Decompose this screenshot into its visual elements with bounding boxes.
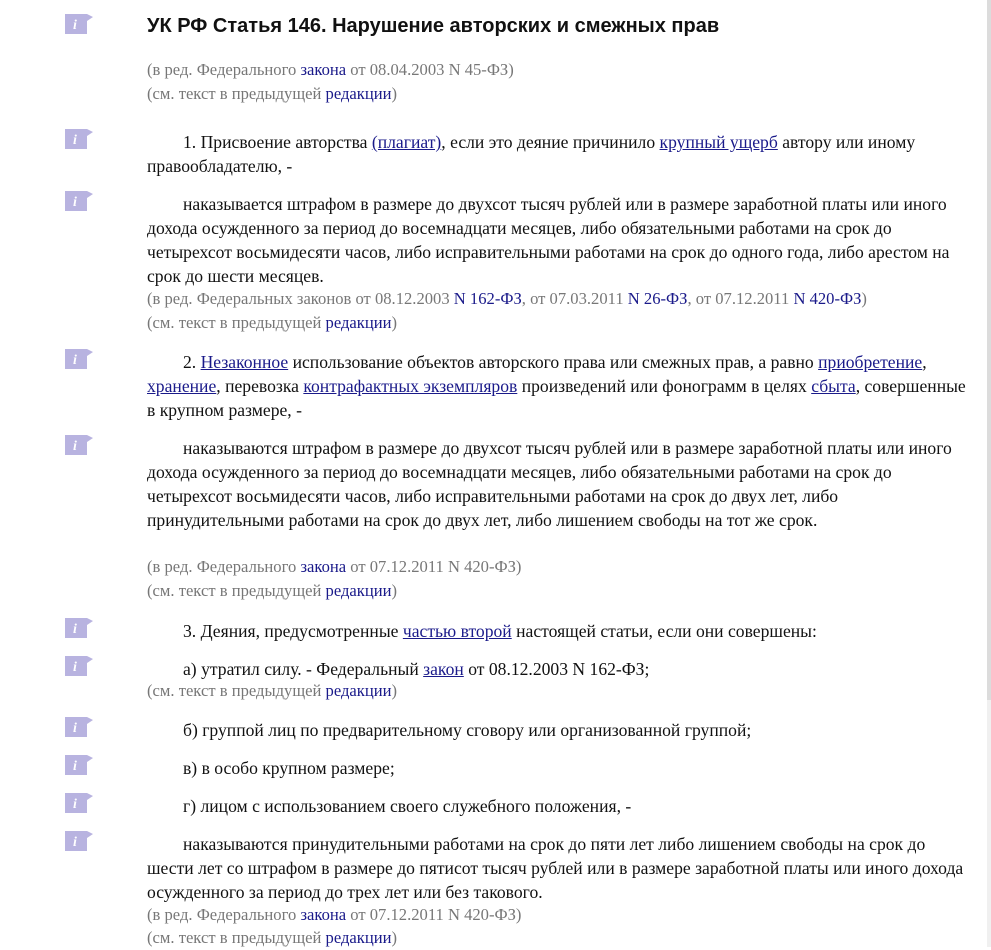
counterfeit-copies-link[interactable]: контрафактных экземпляров: [303, 376, 518, 396]
info-comment-icon[interactable]: [64, 348, 94, 370]
law-link[interactable]: закона: [300, 557, 347, 576]
part-two-link[interactable]: частью второй: [402, 621, 512, 641]
law-link[interactable]: закона: [300, 905, 347, 924]
previous-edition-link[interactable]: редакции: [325, 84, 392, 103]
part-1-paragraph: 1. Присвоение авторства (плагиат), если это деяние причинило крупный ущерб автору или иному правообладателю, -: [147, 132, 916, 176]
law-link[interactable]: закон: [423, 659, 464, 679]
svg-text:i: i: [73, 759, 77, 774]
large-damage-link[interactable]: крупный ущерб: [659, 132, 778, 152]
previous-edition-link[interactable]: редакции: [325, 581, 392, 600]
svg-text:i: i: [73, 797, 77, 812]
previous-edition-link[interactable]: редакции: [325, 928, 392, 947]
info-comment-icon[interactable]: [64, 655, 94, 677]
part-2-penalty: наказываются штрафом в размере до двухсот тысяч рублей или в размере заработной платы или иного дохода осужденного за период до восемнадцати месяцев, либо обязательными работами на срок до четырехсот восьмидесяти часов, либо исправительными работами на срок до двух лет, либо принудительными работами на срок до двух лет, либо лишением свободы на тот же срок.: [147, 438, 952, 530]
info-comment-icon[interactable]: [64, 190, 94, 212]
info-comment-icon[interactable]: [64, 716, 94, 738]
info-comment-icon[interactable]: [64, 754, 94, 776]
svg-text:i: i: [73, 721, 77, 736]
amendment-note: (в ред. Федерального закона от 07.12.2011 N 420-ФЗ): [147, 905, 522, 924]
see-previous-note: (см. текст в предыдущей редакции): [147, 313, 398, 332]
item-v: в) в особо крупном размере;: [183, 758, 395, 778]
svg-text:i: i: [73, 660, 77, 675]
see-previous-note: (см. текст в предыдущей редакции): [147, 581, 398, 600]
svg-text:i: i: [73, 835, 77, 850]
item-a: а) утратил силу. - Федеральный закон от 08.12.2003 N 162-ФЗ;: [183, 659, 650, 679]
item-g: г) лицом с использованием своего служебного положения, -: [183, 796, 632, 816]
sale-link[interactable]: сбыта: [811, 376, 856, 396]
scrollbar[interactable]: [987, 0, 991, 947]
law-420-link[interactable]: N 420-ФЗ: [793, 289, 862, 308]
law-162-link[interactable]: N 162-ФЗ: [453, 289, 522, 308]
storage-link[interactable]: хранение: [147, 376, 217, 396]
item-b: б) группой лиц по предварительному сговору или организованной группой;: [183, 720, 752, 740]
info-comment-icon[interactable]: [64, 617, 94, 639]
info-comment-icon[interactable]: [64, 434, 94, 456]
svg-text:i: i: [73, 18, 77, 33]
svg-text:i: i: [73, 133, 77, 148]
amendment-note: (в ред. Федеральных законов от 08.12.2003 N 162-ФЗ, от 07.03.2011 N 26-ФЗ, от 07.12.2011 N 420-ФЗ): [147, 289, 867, 308]
see-previous-note: (см. текст в предыдущей редакции): [147, 928, 398, 947]
part-1-penalty: наказывается штрафом в размере до двухсот тысяч рублей или в размере заработной платы или иного дохода осужденного за период до восемнадцати месяцев, либо обязательными работами на срок до четырехсот восьмидесяти часов, либо исправительными работами на срок до одного года, либо арестом на срок до шести месяцев.: [147, 194, 950, 286]
svg-text:i: i: [73, 353, 77, 368]
info-comment-icon[interactable]: [64, 13, 94, 35]
amendment-note: (в ред. Федерального закона от 07.12.2011 N 420-ФЗ): [147, 557, 522, 576]
see-previous-note: (см. текст в предыдущей редакции): [147, 681, 398, 700]
amendment-note: (в ред. Федерального закона от 08.04.2003 N 45-ФЗ): [147, 60, 514, 79]
acquisition-link[interactable]: приобретение: [818, 352, 923, 372]
scrollbar-thumb[interactable]: [987, 0, 991, 700]
part-3-penalty: наказываются принудительными работами на срок до пяти лет либо лишением свободы на срок до шести лет со штрафом в размере до пятисот тысяч рублей или в размере заработной платы или иного дохода осужденного за период до трех лет или без такового.: [147, 834, 964, 902]
law-link[interactable]: закона: [300, 60, 347, 79]
previous-edition-link[interactable]: редакции: [325, 681, 392, 700]
page-title: УК РФ Статья 146. Нарушение авторских и смежных прав: [147, 15, 720, 37]
info-comment-icon[interactable]: [64, 830, 94, 852]
illegal-link[interactable]: Незаконное: [200, 352, 289, 372]
part-3-paragraph: 3. Деяния, предусмотренные частью второй настоящей статьи, если они совершены:: [183, 621, 817, 641]
svg-text:i: i: [73, 622, 77, 637]
svg-text:i: i: [73, 195, 77, 210]
part-2-paragraph: 2. Незаконное использование объектов авторского права или смежных прав, а равно приобретение, хранение, перевозка контрафактных экземпляров произведений или фонограмм в целях сбыта, совершенные в крупном размере, -: [147, 352, 966, 420]
info-comment-icon[interactable]: [64, 128, 94, 150]
plagiarism-link[interactable]: (плагиат): [371, 132, 442, 152]
previous-edition-link[interactable]: редакции: [325, 313, 392, 332]
see-previous-note: (см. текст в предыдущей редакции): [147, 84, 398, 103]
info-comment-icon[interactable]: [64, 792, 94, 814]
law-26-link[interactable]: N 26-ФЗ: [627, 289, 688, 308]
svg-text:i: i: [73, 439, 77, 454]
